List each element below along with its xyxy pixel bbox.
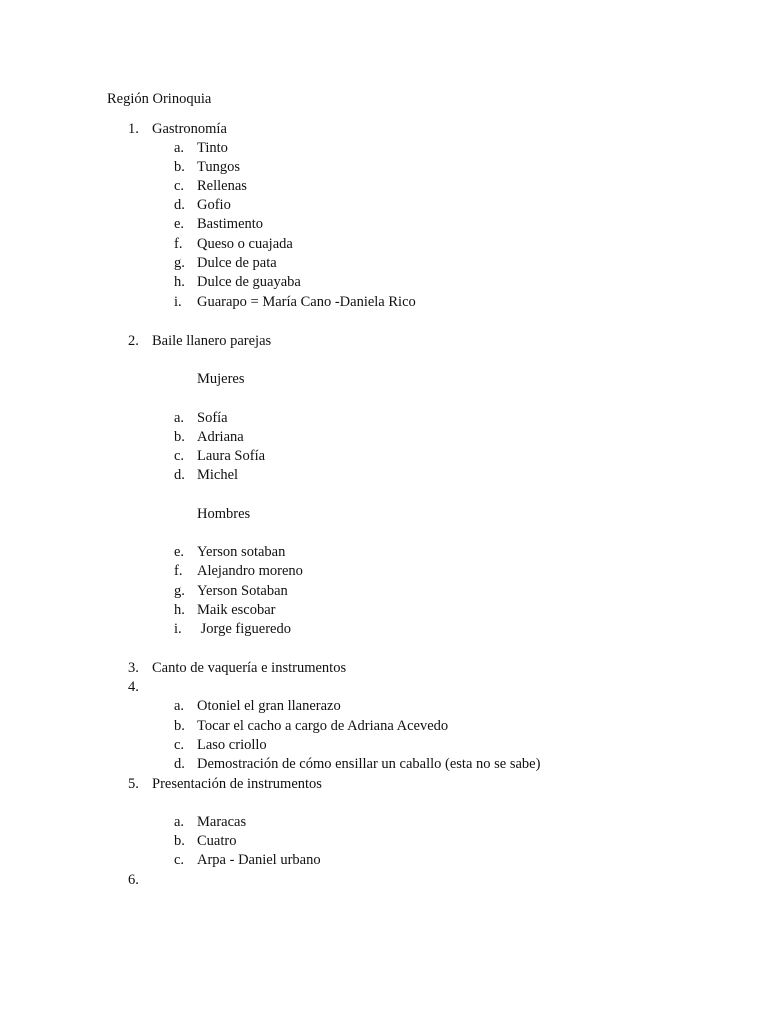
list-item: Sofía <box>197 410 228 426</box>
list-item-letter: e. <box>174 544 185 560</box>
list-item-letter: c. <box>174 852 185 868</box>
list-item: Guarapo = María Cano -Daniela Rico <box>197 294 416 310</box>
section-heading: Presentación de instrumentos <box>152 776 322 792</box>
list-item: Yerson Sotaban <box>197 583 288 599</box>
list-item-letter: g. <box>174 255 185 271</box>
list-item: Bastimento <box>197 216 264 232</box>
section-number: 6. <box>128 872 139 888</box>
list-item-letter: d. <box>174 756 185 772</box>
list-item-letter: c. <box>174 178 185 194</box>
list-item-letter: e. <box>174 216 185 232</box>
subheading-hombres: Hombres <box>197 506 251 522</box>
list-item: Alejandro moreno <box>197 563 303 579</box>
list-item: Laso criollo <box>197 737 267 753</box>
list-item-letter: b. <box>174 833 185 849</box>
section-number: 3. <box>128 660 139 676</box>
list-item: Tocar el cacho a cargo de Adriana Acevedo <box>197 718 449 734</box>
list-item-letter: a. <box>174 698 185 714</box>
list-item-letter: h. <box>174 602 185 618</box>
list-item: Adriana <box>197 429 244 445</box>
list-item-letter: d. <box>174 197 185 213</box>
list-item: Tungos <box>197 159 240 175</box>
list-item-letter: i. <box>174 294 182 310</box>
list-item: Cuatro <box>197 833 237 849</box>
list-item: Dulce de guayaba <box>197 274 301 290</box>
list-item: Dulce de pata <box>197 255 277 271</box>
list-item-letter: b. <box>174 159 185 175</box>
list-item: Michel <box>197 467 239 483</box>
list-item: Rellenas <box>197 178 247 194</box>
list-item-letter: d. <box>174 467 185 483</box>
section-heading: Gastronomía <box>152 121 227 137</box>
list-item: Yerson sotaban <box>197 544 286 560</box>
list-item-letter: a. <box>174 140 185 156</box>
section-number: 4. <box>128 679 139 695</box>
list-item-letter: c. <box>174 448 185 464</box>
list-item: Jorge figueredo <box>197 621 291 637</box>
list-item-letter: i. <box>174 621 182 637</box>
list-item: Queso o cuajada <box>197 236 293 252</box>
list-item-letter: c. <box>174 737 185 753</box>
list-item-letter: g. <box>174 583 185 599</box>
document-title: Región Orinoquia <box>107 91 212 107</box>
list-item-letter: f. <box>174 563 183 579</box>
section-heading: Canto de vaquería e instrumentos <box>152 660 347 676</box>
list-item-letter: b. <box>174 429 185 445</box>
section-number: 1. <box>128 121 139 137</box>
list-item: Demostración de cómo ensillar un caballo (esta no se sabe) <box>197 756 541 772</box>
list-item: Laura Sofía <box>197 448 266 464</box>
list-item-letter: f. <box>174 236 183 252</box>
list-item: Tinto <box>197 140 228 156</box>
list-item: Otoniel el gran llanerazo <box>197 698 341 714</box>
list-item: Gofio <box>197 197 231 213</box>
list-item: Arpa - Daniel urbano <box>197 852 321 868</box>
list-item-letter: h. <box>174 274 185 290</box>
section-number: 2. <box>128 333 139 349</box>
list-item: Maik escobar <box>197 602 276 618</box>
list-item-letter: a. <box>174 814 185 830</box>
list-item-letter: a. <box>174 410 185 426</box>
section-heading: Baile llanero parejas <box>152 333 272 349</box>
section-number: 5. <box>128 776 139 792</box>
list-item-letter: b. <box>174 718 185 734</box>
subheading-mujeres: Mujeres <box>197 371 245 387</box>
list-item: Maracas <box>197 814 247 830</box>
